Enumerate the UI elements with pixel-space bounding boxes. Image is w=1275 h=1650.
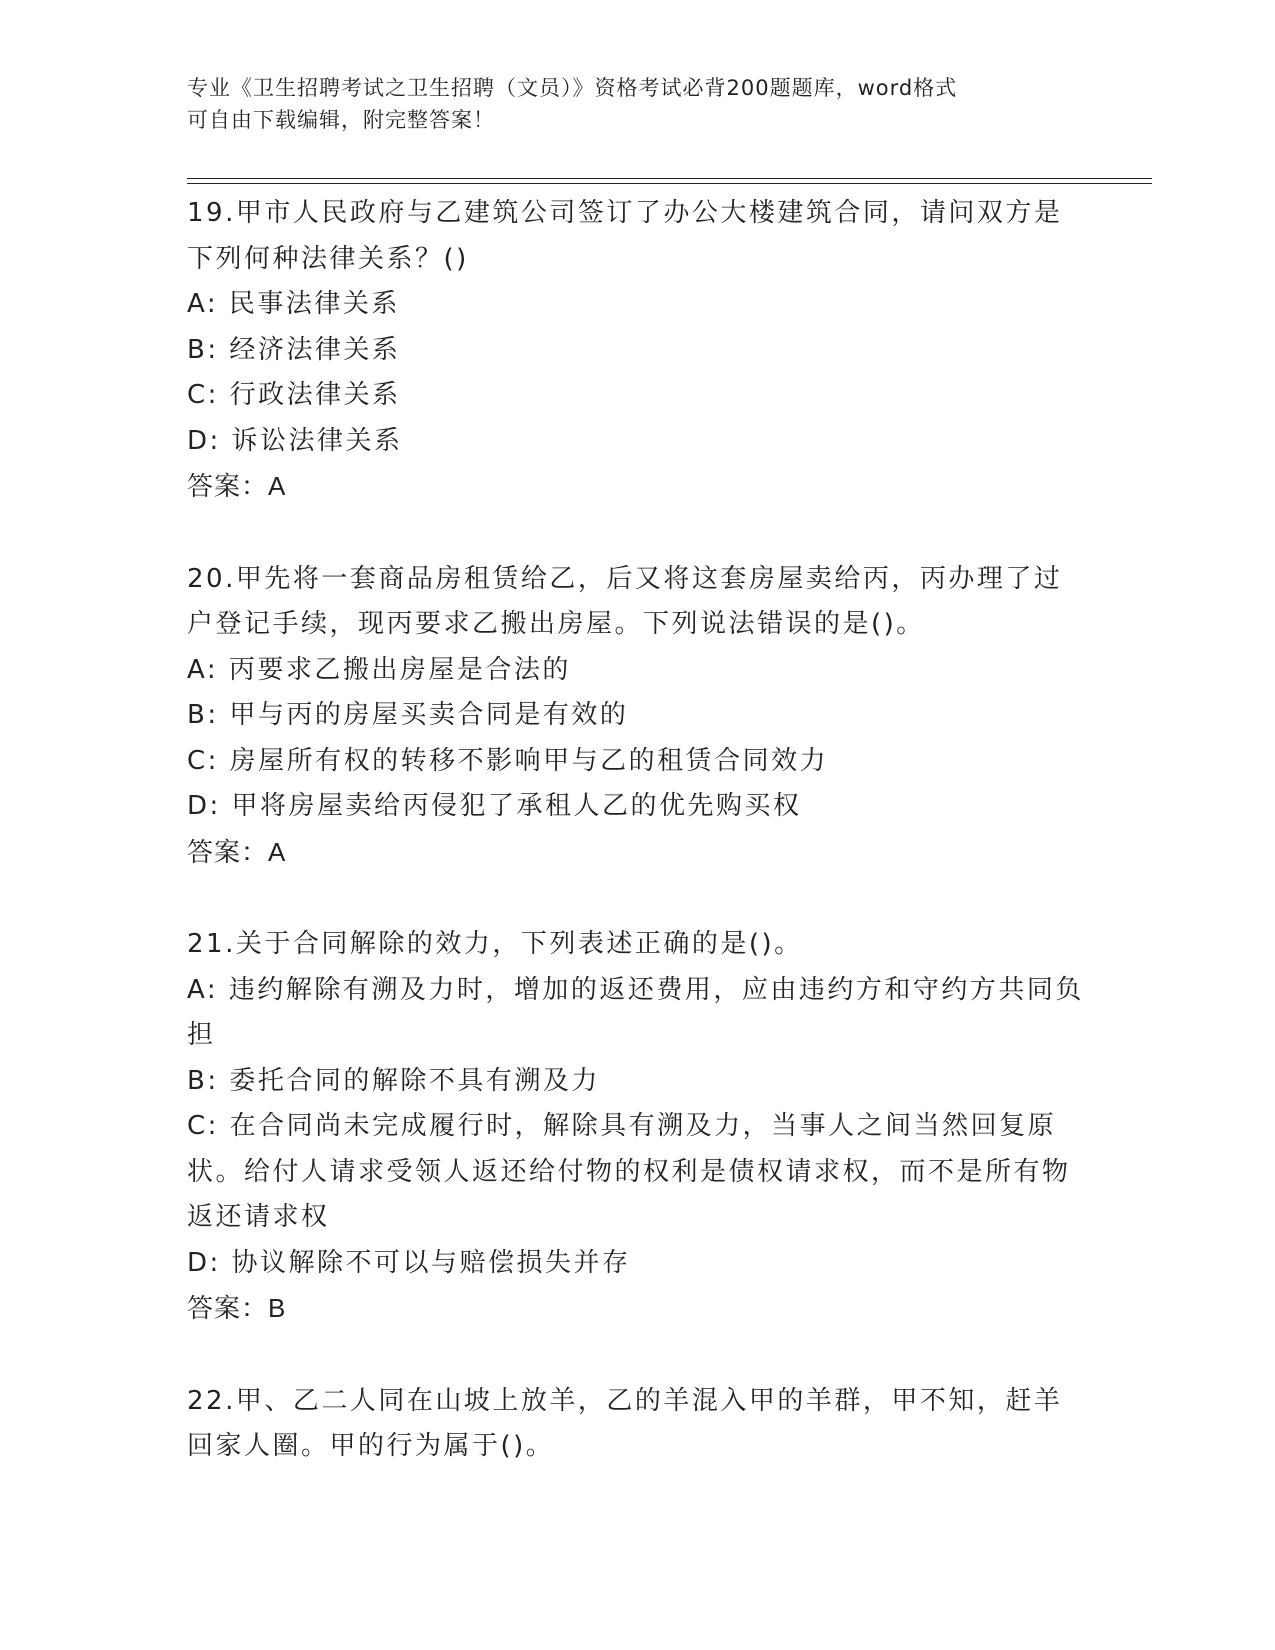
option-b: B: 甲与丙的房屋买卖合同是有效的	[187, 700, 629, 730]
question-21	[187, 922, 1087, 1332]
option-a: A: 违约解除有溯及力时，增加的返还费用，应由违约方和守约方共同负担	[187, 974, 1084, 1050]
option-b: B: 经济法律关系	[187, 334, 401, 365]
header-divider-bottom	[187, 183, 1152, 184]
header-divider-top	[187, 178, 1152, 179]
question-22	[187, 1379, 1087, 1470]
answer: 答案：B	[187, 1293, 287, 1323]
option-d: D: 甲将房屋卖给丙侵犯了承租人乙的优先购买权	[187, 791, 802, 821]
option-c: C: 房屋所有权的转移不影响甲与乙的租赁合同效力	[187, 745, 829, 776]
option-a: A: 民事法律关系	[187, 289, 400, 319]
header-line-2: 可自由下载编辑，附完整答案！	[187, 108, 495, 132]
option-a: A: 丙要求乙搬出房屋是合法的	[187, 654, 571, 685]
question-stem: 21.关于合同解除的效力，下列表述正确的是()。	[187, 929, 803, 959]
question-spacer	[187, 875, 1087, 922]
document-header	[187, 72, 1087, 136]
question-spacer	[187, 1332, 1087, 1379]
option-c: C: 行政法律关系	[187, 380, 401, 410]
header-line-1: 专业《卫生招聘考试之卫生招聘（文员）》资格考试必背200题题库，word格式	[187, 76, 958, 100]
option-d: D: 协议解除不可以与赔偿损失并存	[187, 1247, 631, 1278]
answer: 答案：A	[187, 471, 287, 501]
option-c: C: 在合同尚未完成履行时，解除具有溯及力，当事人之间当然回复原状。给付人请求受领人返还给付物的权利是债权请求权，而不是所有物返还请求权	[187, 1111, 1071, 1232]
question-stem: 19.甲市人民政府与乙建筑公司签订了办公大楼建筑合同，请问双方是下列何种法律关系？()	[187, 198, 1063, 274]
question-stem: 22.甲、乙二人同在山坡上放羊，乙的羊混入甲的羊群，甲不知，赶羊回家人圈。甲的行为属于()。	[187, 1385, 1063, 1461]
option-d: D: 诉讼法律关系	[187, 425, 403, 456]
question-spacer	[187, 510, 1087, 557]
question-19	[187, 191, 1087, 510]
option-b: B: 委托合同的解除不具有溯及力	[187, 1065, 600, 1096]
answer: 答案：A	[187, 836, 287, 867]
question-stem: 20.甲先将一套商品房租赁给乙，后又将这套房屋卖给丙，丙办理了过户登记手续，现丙要求乙搬出房屋。下列说法错误的是()。	[187, 563, 1063, 639]
question-20	[187, 557, 1087, 876]
question-list	[187, 191, 1087, 1470]
